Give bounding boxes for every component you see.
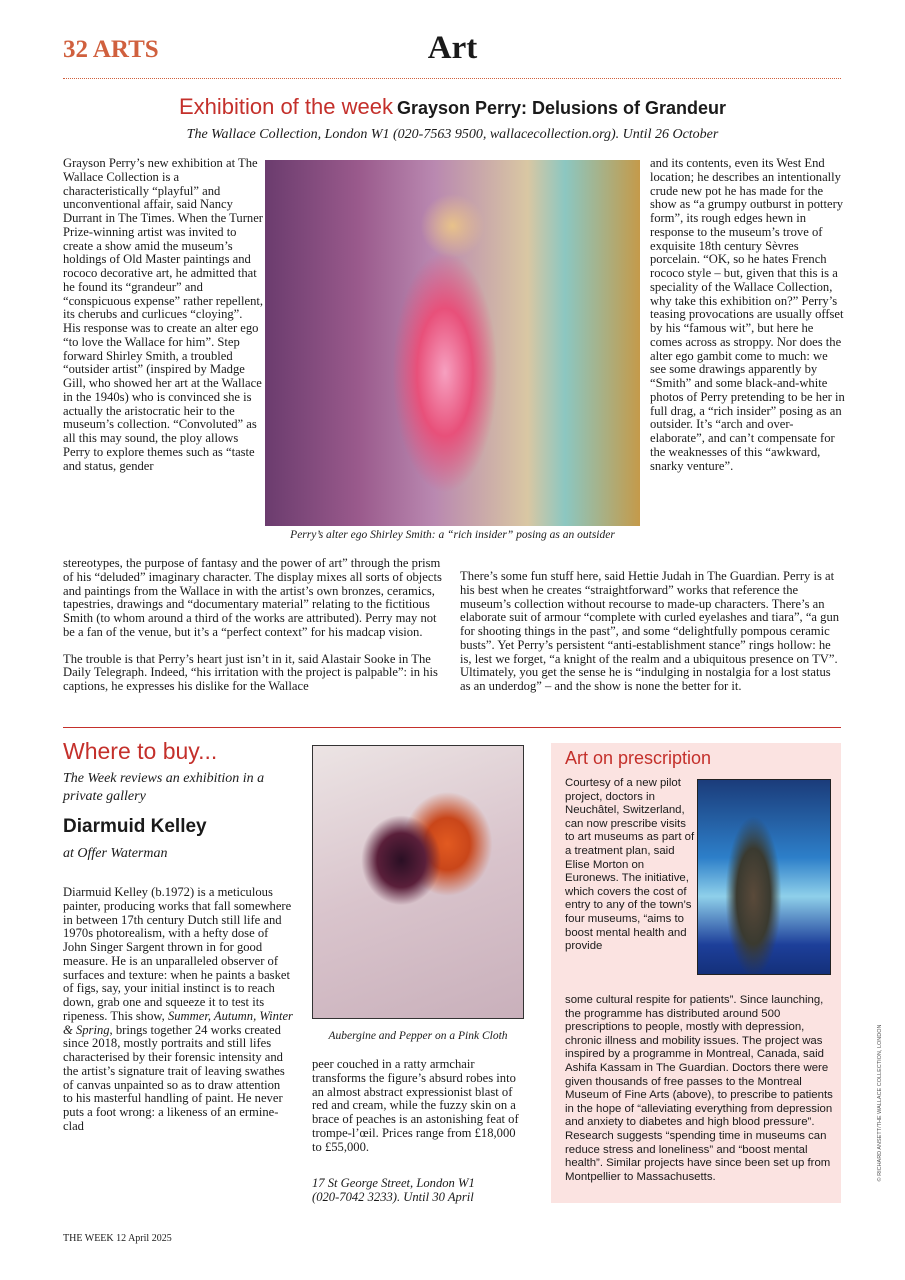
article-paragraph: and its contents, even its West End location; he describes an intentionally crude new pot he has made for the show as “a grumpy outburst in pottery form”, its rough edges hewn in response to the museum’s trove of exquisite 18th century Sèvres porcelain. “OK, so he hates French rococo style – but, given that this is a speciality of the Wallace Collection, why take this exhibition on?” Perry’s teasing provocations are usually offset by his “famous wit”, but here he comes across as stroppy. Nor does the alter ego gambit come to much: we see some drawings apparently by “Smith” and some black-and-white photos of Perry pretending to be her in full drag, a “rich insider” posing as an outsider. It’s “arch and over-elaborate”, and can’t compensate for the weaknesses of this “awkward, snarky venture”. <box>650 156 845 473</box>
body-text: Diarmuid Kelley (b.1972) is a meticulous painter, producing works that fall somewhere in between 17th century Dutch still life and 1970s photorealism, with a hefty dose of John Singer Sargent thrown in for good measure. He is an unparalleled observer of surfaces and texture: when he paints a basket of figs, say, your initial instinct is to reach down, grab one and squeeze it to test its ripeness. This show, <box>63 885 292 1023</box>
article-column-3 <box>460 570 842 694</box>
article-column-1-continued <box>63 557 451 694</box>
exhibition-photo <box>265 160 640 526</box>
where-to-buy-body <box>63 886 293 1134</box>
article-column-1 <box>63 157 263 473</box>
artist-name: Diarmuid Kelley <box>63 816 207 837</box>
show-title: Summer, Autumn, Winter & Spring <box>63 1008 293 1037</box>
article-paragraph: Grayson Perry’s new exhibition at The Wallace Collection is a characteristically “playful” and unconventional affair, said Nancy Durrant in The Times. When the Turner Prize-winning artist was invited to create a show amid the museum’s holdings of Old Master paintings and rococo decorative art, he admitted that he found its “grandeur” and “conspicuous expense” rather repellent, its cherubs and curlicues “cloying”. His response was to create an alter ego “to love the Wallace for him”. Step forward Shirley Smith, a troubled “outsider artist” (inspired by Madge Gill, who showed her art at the Wallace in the 1940s) who is convinced she is actually the aristocratic heir to the museum’s collection. “Convoluted” as all this may sound, the ploy allows Perry to explore themes such as “taste and status, gender <box>63 156 264 473</box>
photo-credit: © RICHARD ANSETT/THE WALLACE COLLECTION, LONDON <box>877 1024 883 1182</box>
address-line: (020-7042 3233). Until 30 April <box>312 1190 474 1204</box>
section-divider <box>63 727 841 728</box>
exhibition-kicker: Exhibition of the week <box>178 94 393 119</box>
prescription-body-continued: some cultural respite for patients”. Since launching, the programme has distributed around 500 prescriptions to people, mostly with depression, chronic illness and mobility issues. The project was inspired by a programme in Montreal, Canada, said Ashifa Kassam in The Guardian. Doctors there were given thousands of free passes to the Montreal Museum of Fine Arts (above), to prescribe to patients in the hope of “alleviating everything from depression and anxiety to diabetes and high blood pressure”. Research suggests “spending time in museums can reduce stress and loneliness” and “boost mental health”. Similar projects have since been set up from Montpellier to Massachusetts. <box>565 994 833 1183</box>
photo-caption: Perry’s alter ego Shirley Smith: a “rich insider” posing as an outsider <box>290 529 615 541</box>
exhibition-heading <box>0 94 905 120</box>
exhibition-title: Grayson Perry: Delusions of Grandeur <box>396 98 727 118</box>
painting-photo <box>312 745 524 1019</box>
gallery-address <box>312 1176 527 1204</box>
address-line: 17 St George Street, London W1 <box>312 1176 475 1190</box>
page-category: Art <box>427 30 478 66</box>
article-paragraph: stereotypes, the purpose of fantasy and the power of art” through the prism of his “deluded” imaginary character. The display mixes all sorts of objects and paintings from the Wallace in with the artist’s own bronzes, ceramics, tapestries, drawings and “documentary material” relating to the fictitious Smith (to whom around a third of the works are attributed). Perry may not be a fan of the venue, but it’s a “perfect context” for his madcap vision. <box>63 556 442 639</box>
body-text: , brings together 24 works created since 2018, mostly portraits and still lifes characterised by their forensic intensity and the artist’s signature trait of leaving swathes of canvas unpainted so as to draw attention to his masterful handling of paint. He never puts a foot wrong: a likeness of an ermine-clad <box>63 1022 285 1133</box>
section-label: 32 ARTS <box>63 36 159 63</box>
header-divider <box>63 78 841 79</box>
prescription-body: Courtesy of a new pilot project, doctors in Neuchâtel, Switzerland, can now prescribe visits to art museums as part of a treatment plan, said Elise Morton on Euronews. The initiative, which covers the cost of entry to any of the town’s four museums, “aims to boost mental health and provide <box>565 777 695 953</box>
art-on-prescription-heading: Art on prescription <box>565 748 712 768</box>
exhibition-venue: The Wallace Collection, London W1 (020-7563 9500, wallacecollection.org). Until 26 October <box>186 127 719 142</box>
article-paragraph: There’s some fun stuff here, said Hettie Judah in The Guardian. Perry is at his best when he creates “straightforward” works that reference the museum’s collection without recourse to made-up characters. There’s an elaborate suit of armour “complete with curled eyelashes and tiara”, “a gun for shooting things in the past”, and some “delightfully pompous ceramic busts”. Yet Perry’s persistent “anti-establishment stance” rings hollow: he is, lest we forget, “a knight of the realm and a ubiquitous presence on TV”. Ultimately, you get the sense he is “indulging in nostalgia for a lost status as an underdog” – and the show is none the better for it. <box>460 569 840 693</box>
painting-caption: Aubergine and Pepper on a Pink Cloth <box>328 1030 508 1042</box>
where-to-buy-heading: Where to buy... <box>63 738 218 764</box>
article-paragraph: The trouble is that Perry’s heart just isn’t in it, said Alastair Sooke in The Daily Telegraph. Indeed, “his irritation with the project is palpable”: in his captions, he expresses his dislike for the Wallace <box>63 651 438 693</box>
where-to-buy-body-continued <box>312 1058 527 1154</box>
museum-visitor-photo <box>697 779 831 975</box>
where-to-buy-subheading: The Week reviews an exhibition in a private gallery <box>63 771 265 804</box>
gallery-name: at Offer Waterman <box>63 846 168 861</box>
body-text: peer couched in a ratty armchair transforms the figure’s absurd robes into an almost abstract expressionist blast of red and cream, while the fuzzy skin on a brace of peaches is an astonishing feat of trompe-l’œil. Prices range from £18,000 to £55,000. <box>312 1057 519 1154</box>
page-footer: THE WEEK 12 April 2025 <box>63 1233 172 1244</box>
article-column-2 <box>650 157 845 473</box>
